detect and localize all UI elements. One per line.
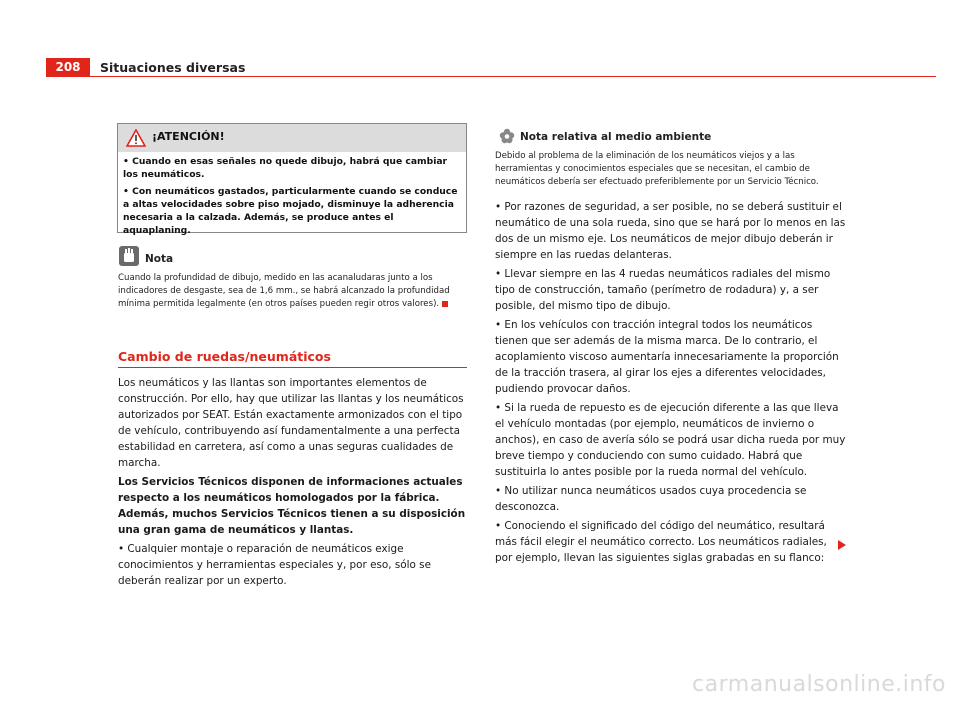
paragraph: • Cualquier montaje o reparación de neumáticos exige conocimientos y herramientas especiales y, por eso, sólo se deberán realizar por un experto.	[118, 543, 431, 587]
end-marker-icon	[442, 301, 448, 307]
bullet-paragraph: • Si la rueda de repuesto es de ejecución diferente a las que lleva el vehículo montadas (por ejemplo, neumáticos de invierno o anchos), en caso de avería sólo se podrá usar dicha rueda por muy breve tiempo y conduciendo con sumo cuidado. Habrá que sustituirla lo antes posible por la rueda normal del vehículo.	[495, 402, 846, 478]
right-body	[495, 199, 847, 569]
paragraph: Los neumáticos y las llantas son importantes elementos de construcción. Por ello, hay que utilizar las llantas y los neumáticos autorizados por SEAT. Están exactamente armonizados con el tipo de vehículo, contribuyendo así fundamentalmente a una perfecta estabilidad en carretera, así como a unas seguras cualidades de marcha.	[118, 377, 464, 469]
bullet-paragraph: • No utilizar nunca neumáticos usados cuya procedencia se desconozca.	[495, 485, 807, 513]
continue-arrow-icon	[838, 540, 846, 550]
running-header: Situaciones diversas	[100, 60, 246, 75]
warning-body	[123, 155, 458, 241]
left-body	[118, 375, 470, 592]
note-body	[118, 272, 468, 311]
section-divider	[118, 367, 467, 368]
paragraph-bold: Los Servicios Técnicos disponen de informaciones actuales respecto a los neumáticos homologados por la fábrica. Además, muchos Servicios Técnicos tienen a su disposición una gran gama de neumáticos y llantas.	[118, 476, 466, 536]
warning-box	[117, 123, 467, 236]
page-number: 208	[46, 58, 90, 77]
warning-item: • Cuando en esas señales no quede dibujo, habrá que cambiar los neumáticos.	[123, 156, 448, 180]
bullet-paragraph: • Llevar siempre en las 4 ruedas neumáticos radiales del mismo tipo de construcción, tamaño (perímetro de rodadura) y, a ser posible, del mismo tipo de dibujo.	[495, 268, 831, 312]
watermark: carmanualsonline.info	[692, 672, 946, 697]
header-divider	[46, 76, 936, 77]
note-title: Nota	[145, 253, 174, 265]
environment-note-title: Nota relativa al medio ambiente	[520, 131, 712, 143]
bullet-paragraph: • Conociendo el significado del código del neumático, resultará más fácil elegir el neumático correcto. Los neumáticos radiales, por ejemplo, llevan las siguientes siglas grabadas en su flanco:	[495, 520, 827, 564]
warning-title: ¡ATENCIÓN!	[152, 130, 225, 143]
environment-note-body: Debido al problema de la eliminación de los neumáticos viejos y a las herramientas y conocimientos especiales que se necesitan, el cambio de neumáticos debería ser efectuado preferiblemente por un Servicio Técnico.	[495, 151, 819, 187]
note-icon	[119, 246, 139, 266]
section-title: Cambio de ruedas/neumáticos	[118, 349, 331, 364]
warning-header	[118, 124, 466, 152]
warning-item: • Con neumáticos gastados, particularmente cuando se conduce a altas velocidades sobre piso mojado, disminuye la adherencia necesaria a la calzada. Además, se produce antes el aquaplaning.	[123, 186, 458, 236]
bullet-paragraph: • Por razones de seguridad, a ser posible, no se deberá sustituir el neumático de una sola rueda, sino que se hará por lo menos en las dos de un mismo eje. Los neumáticos de mejor dibujo deberán ir siempre en las ruedas delanteras.	[495, 201, 846, 261]
warning-triangle-icon	[126, 129, 146, 147]
environment-flower-icon	[498, 127, 516, 145]
bullet-paragraph: • En los vehículos con tracción integral todos los neumáticos tienen que ser además de la misma marca. De lo contrario, el acoplamiento viscoso aumentaría innecesariamente la proporción de la tracción trasera, al girar los ejes a diferentes velocidades, pudiendo provocar daños.	[495, 319, 839, 395]
note-text: Cuando la profundidad de dibujo, medido en las acanaludaras junto a los indicadores de desgaste, sea de 1,6 mm., se habrá alcanzado la profundidad mínima permitida legalmente (en otros países pueden regir otros valores).	[118, 273, 450, 309]
